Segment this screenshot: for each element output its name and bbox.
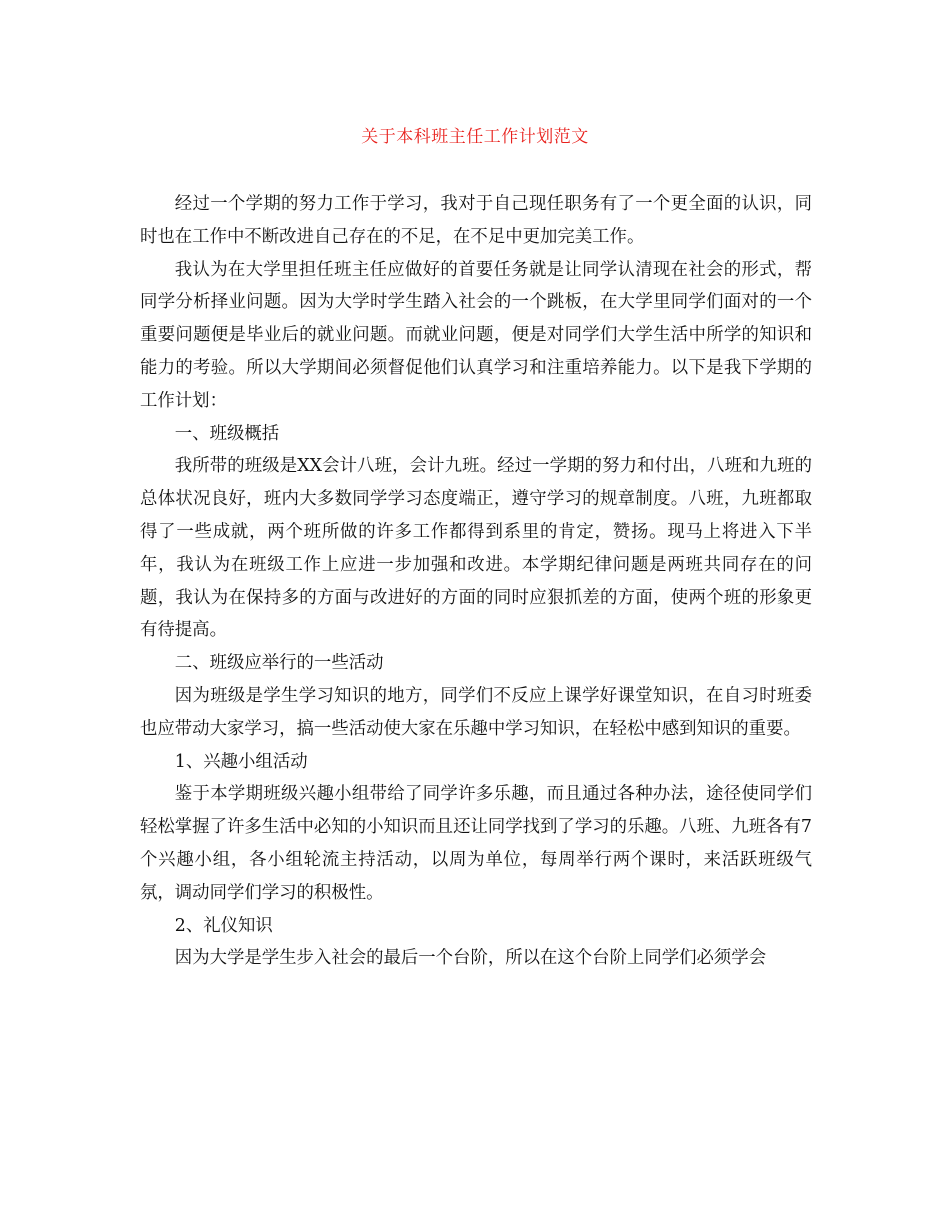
body-paragraph: 我所带的班级是XX会计八班，会计九班。经过一学期的努力和付出，八班和九班的总体状况良好，班内大多数同学学习态度端正，遵守学习的规章制度。八班，九班都取得了一些成就，两个班所做的许多工作都得到系里的肯定，赞扬。现马上将进入下半年，我认为在班级工作上应进一步加强和改进。本学期纪律问题是两班共同存在的问题，我认为在保持多的方面与改进好的方面的同时应狠抓差的方面，使两个班的形象更有待提高。 [140,456,812,641]
document-title: 关于本科班主任工作计划范文 [361,127,589,147]
section-heading: 一、班级概括 [174,423,280,444]
subsection-heading: 1、兴趣小组活动 [174,751,308,772]
body-paragraph: 因为大学是学生步入社会的最后一个台阶，所以在这个台阶上同学们必须学会 [174,948,767,969]
subsection-heading: 2、礼仪知识 [174,915,273,936]
section-heading: 二、班级应举行的一些活动 [174,653,384,674]
document-body [140,188,812,975]
body-paragraph: 经过一个学期的努力工作于学习，我对于自己现任职务有了一个更全面的认识，同时也在工作中不断改进自己存在的不足，在不足中更加完美工作。 [140,194,812,247]
body-paragraph: 我认为在大学里担任班主任应做好的首要任务就是让同学认清现在社会的形式，帮同学分析择业问题。因为大学时学生踏入社会的一个跳板，在大学里同学们面对的一个重要问题便是毕业后的就业问题。而就业问题，便是对同学们大学生活中所学的知识和能力的考验。所以大学期间必须督促他们认真学习和注重培养能力。以下是我下学期的工作计划： [140,259,812,411]
body-paragraph: 鉴于本学期班级兴趣小组带给了同学许多乐趣，而且通过各种办法，途径使同学们轻松掌握了许多生活中必知的小知识而且还让同学找到了学习的乐趣。八班、九班各有7个兴趣小组，各小组轮流主持活动，以周为单位，每周举行两个课时，来活跃班级气氛，调动同学们学习的积极性。 [140,784,812,903]
body-paragraph: 因为班级是学生学习知识的地方，同学们不反应上课学好课堂知识，在自习时班委也应带动大家学习，搞一些活动使大家在乐趣中学习知识，在轻松中感到知识的重要。 [140,685,812,739]
